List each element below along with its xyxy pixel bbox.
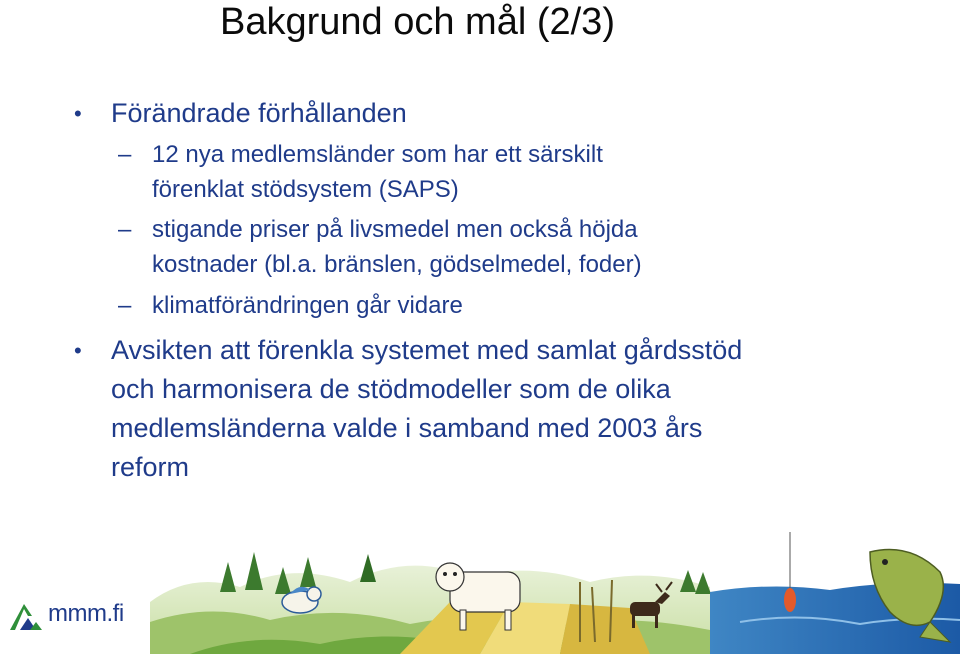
- bullet-line: medlemsländerna valde i samband med 2003 års: [111, 413, 703, 443]
- dash-icon: –: [118, 216, 132, 243]
- bullet-line: och harmonisera de stödmodeller som de olika: [111, 374, 671, 404]
- slide-content: [0, 94, 900, 487]
- logo-text: mmm.fi: [48, 600, 124, 627]
- sub-bullet-item: [0, 288, 900, 323]
- fishing-lure-icon: [784, 532, 796, 612]
- sub-bullet-line: förenklat stödsystem (SAPS): [152, 176, 459, 203]
- tree-icon: [360, 554, 376, 582]
- bullet-dot-icon: •: [74, 101, 82, 126]
- sub-bullet-item: [0, 212, 900, 282]
- sub-bullet-line: 12 nya medlemsländer som har ett särskilt: [152, 141, 603, 168]
- sub-bullet-line: kostnader (bl.a. bränslen, gödselmedel, foder): [152, 251, 642, 278]
- sub-bullet-item: [0, 137, 900, 207]
- slide-title: Bakgrund och mål (2/3): [220, 1, 615, 43]
- bullet-line: Avsikten att förenkla systemet med samlat gårdsstöd: [111, 335, 743, 365]
- sub-bullet-line: stigande priser på livsmedel men också höjda: [152, 216, 638, 243]
- sub-bullet-line: klimatförändringen går vidare: [152, 292, 463, 319]
- bullet-item: [0, 331, 900, 487]
- bullet-text: Förändrade förhållanden: [111, 98, 407, 128]
- dash-icon: –: [118, 141, 132, 168]
- bullet-item: [0, 94, 900, 133]
- landscape-illustration: [150, 532, 960, 654]
- dash-icon: –: [118, 292, 132, 319]
- bullet-line: reform: [111, 452, 190, 482]
- bullet-dot-icon: •: [74, 338, 82, 363]
